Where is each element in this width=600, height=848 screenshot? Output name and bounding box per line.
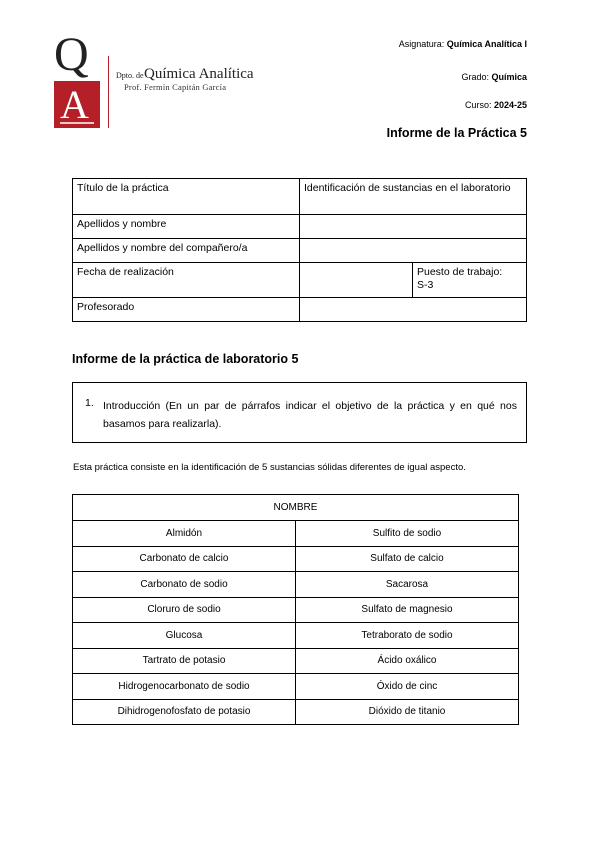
substance-cell: Ácido oxálico bbox=[296, 648, 519, 674]
asignatura-label: Asignatura: bbox=[398, 39, 445, 49]
curso-label: Curso: bbox=[464, 100, 492, 110]
logo-q-letter bbox=[52, 32, 102, 78]
substance-cell: Carbonato de calcio bbox=[73, 546, 296, 572]
fecha-field[interactable] bbox=[300, 263, 413, 298]
intro-number: 1. bbox=[85, 397, 94, 409]
substance-cell: Carbonato de sodio bbox=[73, 572, 296, 598]
grado-label: Grado: bbox=[461, 72, 489, 82]
substances-header: NOMBRE bbox=[73, 495, 519, 521]
table-row bbox=[73, 597, 519, 623]
profesorado-field[interactable] bbox=[300, 298, 527, 322]
asignatura-line bbox=[399, 39, 527, 49]
grado-value: Química bbox=[491, 72, 527, 82]
table-row bbox=[73, 623, 519, 649]
companero-field[interactable] bbox=[300, 239, 527, 263]
substance-cell: Glucosa bbox=[73, 623, 296, 649]
asignatura-value: Química Analítica I bbox=[446, 39, 527, 49]
fecha-label: Fecha de realización bbox=[73, 263, 300, 298]
table-row bbox=[73, 546, 519, 572]
table-row bbox=[73, 648, 519, 674]
substance-cell: Cloruro de sodio bbox=[73, 597, 296, 623]
table-row bbox=[73, 572, 519, 598]
companero-label: Apellidos y nombre del compañero/a bbox=[73, 239, 300, 263]
intro-text: Introducción (En un par de párrafos indicar el objetivo de la práctica y en qué nos basamos para realizarla). bbox=[103, 400, 517, 430]
substance-cell: Sulfito de sodio bbox=[296, 521, 519, 547]
logo-q-glyph: Q bbox=[54, 32, 89, 78]
puesto-cell bbox=[413, 263, 527, 298]
substance-cell: Sacarosa bbox=[296, 572, 519, 598]
apellidos-label: Apellidos y nombre bbox=[73, 215, 300, 239]
substance-cell: Sulfato de magnesio bbox=[296, 597, 519, 623]
logo-divider bbox=[108, 56, 109, 128]
dept-name: Química Analítica bbox=[144, 66, 254, 82]
table-row bbox=[73, 674, 519, 700]
apellidos-field[interactable] bbox=[300, 215, 527, 239]
titulo-label: Título de la práctica bbox=[73, 179, 300, 215]
substance-cell: Hidrogenocarbonato de sodio bbox=[73, 674, 296, 700]
puesto-value: S-3 bbox=[417, 279, 434, 291]
substance-cell: Tartrato de potasio bbox=[73, 648, 296, 674]
section-title: Informe de la práctica de laboratorio 5 bbox=[72, 352, 299, 366]
puesto-label: Puesto de trabajo: bbox=[417, 266, 503, 278]
dept-subtitle: Prof. Fermín Capitán García bbox=[124, 82, 227, 92]
substance-cell: Almidón bbox=[73, 521, 296, 547]
logo-a-glyph: A bbox=[60, 82, 89, 127]
description-paragraph: Esta práctica consiste en la identificación de 5 sustancias sólidas diferentes de igual aspecto. bbox=[73, 462, 466, 473]
substances-table bbox=[72, 494, 519, 725]
curso-line bbox=[465, 100, 527, 110]
report-title: Informe de la Práctica 5 bbox=[386, 126, 527, 140]
substance-cell: Tetraborato de sodio bbox=[296, 623, 519, 649]
intro-box bbox=[72, 382, 527, 443]
grado-line bbox=[461, 72, 527, 82]
logo-a-block bbox=[54, 81, 100, 128]
substance-cell: Dióxido de titanio bbox=[296, 699, 519, 725]
table-row bbox=[73, 521, 519, 547]
curso-value: 2024-25 bbox=[493, 100, 527, 110]
info-table bbox=[72, 178, 527, 322]
substance-cell: Dihidrogenofosfato de potasio bbox=[73, 699, 296, 725]
substance-cell: Óxido de cinc bbox=[296, 674, 519, 700]
dept-prefix: Dpto. de bbox=[116, 71, 144, 80]
profesorado-label: Profesorado bbox=[73, 298, 300, 322]
titulo-value: Identificación de sustancias en el laboratorio bbox=[300, 179, 527, 215]
table-row bbox=[73, 699, 519, 725]
substance-cell: Sulfato de calcio bbox=[296, 546, 519, 572]
